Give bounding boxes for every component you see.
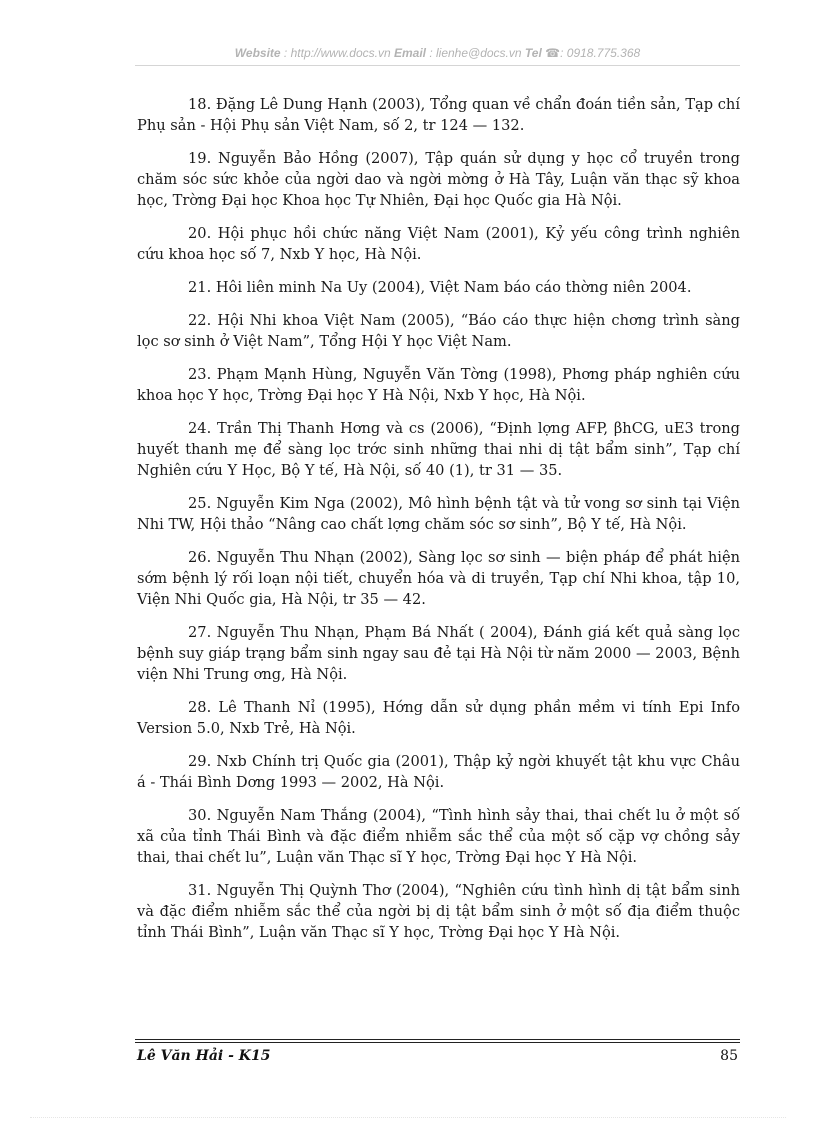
reference-item: 26. Nguyễn Thu Nhạn (2002), Sàng lọc sơ sinh — biện pháp để phát hiện sớm bệnh lý rối loạn nội tiết, chuyển hóa và di truyền, Tạp chí Nhi khoa, tập 10, Viện Nhi Quốc gia, Hà Nội, tr 35 — 42. <box>137 549 740 608</box>
tel-number: : 0918.775.368 <box>560 46 641 60</box>
tel-label: Tel <box>524 46 542 60</box>
website-label: Website <box>234 46 281 60</box>
email-label: Email <box>393 46 426 60</box>
phone-icon: ☎ <box>545 46 561 60</box>
footer-author: Lê Văn Hải - K15 <box>137 1048 271 1064</box>
page-edge-divider <box>30 1117 786 1118</box>
footer-divider <box>135 1042 740 1043</box>
reference-item: 24. Trần Thị Thanh Hơng và cs (2006), “Định lợng AFP, βhCG, uE3 trong huyết thanh mẹ để sàng lọc trớc sinh những thai nhi dị tật bẩm sinh”, Tạp chí Nghiên cứu Y Học, Bộ Y tế, Hà Nội, số 40 (1), tr 31 — 35. <box>137 420 740 479</box>
website-url: : http://www.docs.vn <box>280 46 394 60</box>
reference-item: 28. Lê Thanh Nỉ (1995), Hớng dẫn sử dụng phần mềm vi tính Epi Info Version 5.0, Nxb Trẻ, Hà Nội. <box>137 699 740 737</box>
reference-item: 27. Nguyễn Thu Nhạn, Phạm Bá Nhất ( 2004), Đánh giá kết quả sàng lọc bệnh suy giáp trạng bẩm sinh ngay sau đẻ tại Hà Nội từ năm 2000 — 2003, Bệnh viện Nhi Trung ơng, Hà Nội. <box>137 624 740 683</box>
reference-item: 18. Đặng Lê Dung Hạnh (2003), Tổng quan về chẩn đoán tiền sản, Tạp chí Phụ sản - Hội Phụ sản Việt Nam, số 2, tr 124 — 132. <box>137 96 740 134</box>
reference-item: 31. Nguyễn Thị Quỳnh Thơ (2004), “Nghiên cứu tình hình dị tật bẩm sinh và đặc điểm nhiễm sắc thể của ngời bị dị tật bẩm sinh ở một số địa điểm thuộc tỉnh Thái Bình”, Luận văn Thạc sĩ Y học, Trờng Đại học Y Hà Nội. <box>137 882 740 941</box>
reference-item: 22. Hội Nhi khoa Việt Nam (2005), “Báo cáo thực hiện chơng trình sàng lọc sơ sinh ở Việt Nam”, Tổng Hội Y học Việt Nam. <box>137 312 740 350</box>
reference-item: 20. Hội phục hồi chức năng Việt Nam (2001), Kỷ yếu công trình nghiên cứu khoa học số 7, Nxb Y học, Hà Nội. <box>137 225 740 263</box>
header-divider <box>135 65 740 66</box>
reference-item: 19. Nguyễn Bảo Hồng (2007), Tập quán sử dụng y học cổ truyền trong chăm sóc sức khỏe của ngời dao và ngời mờng ở Hà Tây, Luận văn thạc sỹ khoa học, Trờng Đại học Khoa học Tự Nhiên, Đại học Quốc gia Hà Nội. <box>137 150 740 209</box>
email-address: : lienhe@docs.vn <box>426 46 525 60</box>
reference-item: 23. Phạm Mạnh Hùng, Nguyễn Văn Tờng (1998), Phơng pháp nghiên cứu khoa học Y học, Trờng Đại học Y Hà Nội, Nxb Y học, Hà Nội. <box>137 366 740 404</box>
reference-item: 21. Hôi liên minh Na Uy (2004), Việt Nam báo cáo thờng niên 2004. <box>188 279 692 296</box>
page-header <box>135 46 740 60</box>
reference-item: 25. Nguyễn Kim Nga (2002), Mô hình bệnh tật và tử vong sơ sinh tại Viện Nhi TW, Hội thảo “Nâng cao chất lợng chăm sóc sơ sinh”, Bộ Y tế, Hà Nội. <box>137 495 740 533</box>
page-number: 85 <box>720 1048 738 1064</box>
footer-divider <box>135 1039 740 1040</box>
reference-item: 30. Nguyễn Nam Thắng (2004), “Tình hình sảy thai, thai chết lu ở một số xã của tỉnh Thái Bình và đặc điểm nhiễm sắc thể của một số cặp vợ chồng sảy thai, thai chết lu”, Luận văn Thạc sĩ Y học, Trờng Đại học Y Hà Nội. <box>137 807 740 866</box>
reference-list <box>137 94 740 955</box>
reference-item: 29. Nxb Chính trị Quốc gia (2001), Thập kỷ ngời khuyết tật khu vực Châu á - Thái Bình Dơng 1993 — 2002, Hà Nội. <box>137 753 740 791</box>
